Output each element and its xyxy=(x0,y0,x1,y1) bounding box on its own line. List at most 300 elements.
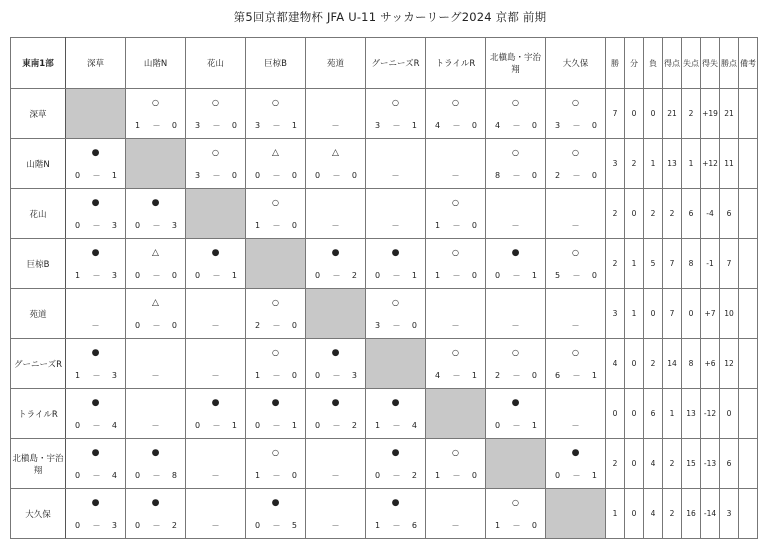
match-score xyxy=(246,521,305,531)
match-result-cell xyxy=(246,89,306,139)
score-separator: － xyxy=(92,221,101,230)
self-match-cell xyxy=(366,339,426,389)
stat-cell: 21 xyxy=(720,89,739,139)
stat-cell: 8 xyxy=(682,339,701,389)
match-result-cell xyxy=(366,439,426,489)
match-result-cell xyxy=(246,439,306,489)
match-score xyxy=(186,121,245,131)
score-separator: － xyxy=(92,521,101,530)
unplayed-dash: － xyxy=(331,471,340,480)
match-result-cell xyxy=(186,389,246,439)
score-against: 0 xyxy=(471,471,477,480)
score-for: 0 xyxy=(495,271,501,280)
stat-cell: 0 xyxy=(625,439,644,489)
loss-icon: ● xyxy=(91,398,100,408)
score-against: 0 xyxy=(171,321,177,330)
column-team-header: グーニーズR xyxy=(366,38,426,89)
unplayed-dash: － xyxy=(571,221,580,230)
loss-icon: ● xyxy=(91,148,100,158)
score-separator: － xyxy=(572,171,581,180)
row-team-label: 山階N xyxy=(11,139,66,189)
score-separator: － xyxy=(512,121,521,130)
score-for: 3 xyxy=(375,321,381,330)
match-score xyxy=(486,271,545,281)
match-score xyxy=(66,221,125,231)
win-icon: ○ xyxy=(212,148,219,157)
score-separator: － xyxy=(152,121,161,130)
score-separator: － xyxy=(152,471,161,480)
score-against: 3 xyxy=(111,371,117,380)
league-division-label: 東南1部 xyxy=(11,38,66,89)
match-result-cell xyxy=(366,389,426,439)
match-result-cell xyxy=(186,289,246,339)
score-separator: － xyxy=(92,371,101,380)
loss-icon: ● xyxy=(511,248,520,258)
match-score xyxy=(126,471,185,481)
match-score xyxy=(186,171,245,181)
match-score xyxy=(366,421,425,431)
stat-cell: 8 xyxy=(682,239,701,289)
loss-icon: ● xyxy=(511,398,520,408)
stat-cell: 7 xyxy=(663,289,682,339)
score-separator: － xyxy=(332,171,341,180)
stat-cell: 1 xyxy=(606,489,625,539)
stat-cell: 0 xyxy=(625,89,644,139)
unplayed-dash: － xyxy=(331,121,340,130)
stat-cell: -14 xyxy=(701,489,720,539)
match-result-cell xyxy=(246,339,306,389)
stat-header: 勝点 xyxy=(720,38,739,89)
match-result-cell xyxy=(66,139,126,189)
match-score xyxy=(546,471,605,481)
match-score xyxy=(126,321,185,331)
score-against: 0 xyxy=(471,271,477,280)
win-icon: ○ xyxy=(452,248,459,257)
stat-cell xyxy=(739,489,758,539)
match-result-cell xyxy=(186,89,246,139)
match-result-cell xyxy=(426,139,486,189)
score-for: 0 xyxy=(315,271,321,280)
match-result-cell xyxy=(126,439,186,489)
score-separator: － xyxy=(572,371,581,380)
match-result-cell xyxy=(546,389,606,439)
win-icon: ○ xyxy=(572,248,579,257)
win-icon: ○ xyxy=(512,98,519,107)
match-score xyxy=(426,271,485,281)
score-for: 0 xyxy=(555,471,561,480)
win-icon: ○ xyxy=(512,348,519,357)
score-separator: － xyxy=(272,371,281,380)
match-result-cell xyxy=(546,339,606,389)
unplayed-dash: － xyxy=(571,321,580,330)
stat-cell: 0 xyxy=(625,339,644,389)
match-result-cell xyxy=(426,289,486,339)
score-for: 4 xyxy=(495,121,501,130)
score-against: 0 xyxy=(171,121,177,130)
score-for: 0 xyxy=(315,171,321,180)
score-against: 0 xyxy=(411,321,417,330)
standings-table-wrap xyxy=(10,37,758,539)
score-separator: － xyxy=(332,271,341,280)
score-for: 1 xyxy=(255,221,261,230)
match-result-cell xyxy=(126,239,186,289)
score-for: 1 xyxy=(135,121,141,130)
score-for: 0 xyxy=(75,421,81,430)
win-icon: ○ xyxy=(392,98,399,107)
unplayed-dash: － xyxy=(391,221,400,230)
score-separator: － xyxy=(452,471,461,480)
score-for: 0 xyxy=(195,421,201,430)
score-against: 3 xyxy=(111,271,117,280)
unplayed-dash: － xyxy=(151,371,160,380)
score-separator: － xyxy=(152,221,161,230)
match-result-cell xyxy=(306,439,366,489)
loss-icon: ● xyxy=(91,448,100,458)
stat-cell xyxy=(739,239,758,289)
match-score xyxy=(126,221,185,231)
loss-icon: ● xyxy=(391,498,400,508)
row-team-label: 花山 xyxy=(11,189,66,239)
match-result-cell xyxy=(66,489,126,539)
loss-icon: ● xyxy=(91,498,100,508)
stat-cell: 13 xyxy=(682,389,701,439)
loss-icon: ● xyxy=(91,248,100,258)
score-against: 4 xyxy=(111,471,117,480)
score-for: 3 xyxy=(255,121,261,130)
match-result-cell xyxy=(426,439,486,489)
win-icon: ○ xyxy=(272,298,279,307)
match-result-cell xyxy=(126,389,186,439)
score-for: 0 xyxy=(255,521,261,530)
match-score xyxy=(66,171,125,181)
score-for: 0 xyxy=(75,471,81,480)
score-separator: － xyxy=(392,121,401,130)
score-for: 0 xyxy=(195,271,201,280)
unplayed-dash: － xyxy=(211,521,220,530)
score-separator: － xyxy=(332,371,341,380)
score-for: 0 xyxy=(495,421,501,430)
match-result-cell xyxy=(246,389,306,439)
match-result-cell xyxy=(306,139,366,189)
stat-header: 分 xyxy=(625,38,644,89)
self-match-cell xyxy=(306,289,366,339)
match-result-cell xyxy=(246,289,306,339)
unplayed-dash: － xyxy=(91,321,100,330)
unplayed-dash: － xyxy=(511,221,520,230)
stat-cell: 4 xyxy=(644,439,663,489)
match-score xyxy=(246,421,305,431)
match-score xyxy=(186,271,245,281)
score-against: 1 xyxy=(591,471,597,480)
stat-cell xyxy=(739,289,758,339)
stat-cell: 13 xyxy=(663,139,682,189)
stat-header: 負 xyxy=(644,38,663,89)
score-separator: － xyxy=(452,271,461,280)
match-result-cell xyxy=(306,239,366,289)
stat-cell: 0 xyxy=(606,389,625,439)
score-against: 0 xyxy=(291,171,297,180)
score-against: 0 xyxy=(291,221,297,230)
stat-cell xyxy=(739,89,758,139)
stat-cell: 10 xyxy=(720,289,739,339)
stat-cell: 2 xyxy=(663,189,682,239)
win-icon: ○ xyxy=(452,448,459,457)
stat-cell: -13 xyxy=(701,439,720,489)
match-result-cell xyxy=(546,139,606,189)
stat-cell: 0 xyxy=(644,289,663,339)
match-result-cell xyxy=(306,489,366,539)
row-team-label: 北槇島・宇治翔 xyxy=(11,439,66,489)
score-for: 5 xyxy=(555,271,561,280)
loss-icon: ● xyxy=(151,498,160,508)
stat-header: 備考 xyxy=(739,38,758,89)
loss-icon: ● xyxy=(571,448,580,458)
stat-cell: +6 xyxy=(701,339,720,389)
score-for: 0 xyxy=(375,471,381,480)
score-separator: － xyxy=(572,471,581,480)
match-result-cell xyxy=(186,139,246,189)
score-separator: － xyxy=(392,471,401,480)
match-result-cell xyxy=(366,189,426,239)
stat-cell: 0 xyxy=(625,189,644,239)
score-for: 1 xyxy=(435,271,441,280)
stat-header: 失点 xyxy=(682,38,701,89)
stat-cell: 2 xyxy=(625,139,644,189)
match-result-cell xyxy=(486,239,546,289)
match-result-cell xyxy=(126,339,186,389)
score-against: 0 xyxy=(591,171,597,180)
score-separator: － xyxy=(392,271,401,280)
score-separator: － xyxy=(152,521,161,530)
score-for: 4 xyxy=(435,371,441,380)
score-against: 8 xyxy=(171,471,177,480)
loss-icon: ● xyxy=(331,348,340,358)
stat-header: 得失 xyxy=(701,38,720,89)
match-result-cell xyxy=(186,489,246,539)
score-separator: － xyxy=(92,271,101,280)
stat-cell xyxy=(739,139,758,189)
score-separator: － xyxy=(512,421,521,430)
unplayed-dash: － xyxy=(211,321,220,330)
match-result-cell xyxy=(546,239,606,289)
stat-cell: 1 xyxy=(644,139,663,189)
match-score xyxy=(426,221,485,231)
stat-cell xyxy=(739,439,758,489)
stat-header: 得点 xyxy=(663,38,682,89)
match-score xyxy=(306,371,365,381)
score-separator: － xyxy=(272,421,281,430)
score-for: 3 xyxy=(195,121,201,130)
match-result-cell xyxy=(66,289,126,339)
score-against: 1 xyxy=(531,421,537,430)
match-score xyxy=(366,321,425,331)
unplayed-dash: － xyxy=(451,521,460,530)
match-result-cell xyxy=(486,139,546,189)
unplayed-dash: － xyxy=(331,521,340,530)
match-score xyxy=(66,271,125,281)
unplayed-dash: － xyxy=(511,321,520,330)
match-result-cell xyxy=(486,189,546,239)
standings-table xyxy=(10,37,758,539)
row-team-label: トライルR xyxy=(11,389,66,439)
stat-cell: 1 xyxy=(625,289,644,339)
table-row xyxy=(11,289,758,339)
stat-cell: 14 xyxy=(663,339,682,389)
match-result-cell xyxy=(486,389,546,439)
score-separator: － xyxy=(452,371,461,380)
stat-cell: -12 xyxy=(701,389,720,439)
self-match-cell xyxy=(246,239,306,289)
match-result-cell xyxy=(426,339,486,389)
match-score xyxy=(66,521,125,531)
score-against: 0 xyxy=(231,121,237,130)
win-icon: ○ xyxy=(212,98,219,107)
win-icon: ○ xyxy=(152,98,159,107)
score-separator: － xyxy=(152,271,161,280)
score-against: 0 xyxy=(291,321,297,330)
score-against: 0 xyxy=(471,221,477,230)
score-for: 2 xyxy=(495,371,501,380)
score-separator: － xyxy=(272,321,281,330)
win-icon: ○ xyxy=(512,148,519,157)
stat-cell: 7 xyxy=(663,239,682,289)
score-against: 0 xyxy=(471,121,477,130)
match-result-cell xyxy=(546,89,606,139)
score-for: 2 xyxy=(555,171,561,180)
stat-cell: 2 xyxy=(644,339,663,389)
score-for: 6 xyxy=(555,371,561,380)
score-for: 1 xyxy=(435,471,441,480)
unplayed-dash: － xyxy=(451,171,460,180)
stat-cell: 11 xyxy=(720,139,739,189)
score-against: 2 xyxy=(411,471,417,480)
stat-cell: 4 xyxy=(606,339,625,389)
match-result-cell xyxy=(246,489,306,539)
score-for: 8 xyxy=(495,171,501,180)
stat-cell: 2 xyxy=(663,489,682,539)
table-row xyxy=(11,339,758,389)
table-row xyxy=(11,139,758,189)
match-score xyxy=(426,121,485,131)
match-score xyxy=(246,171,305,181)
stat-cell: 2 xyxy=(606,439,625,489)
stat-cell: 5 xyxy=(644,239,663,289)
score-against: 0 xyxy=(531,521,537,530)
match-result-cell xyxy=(126,89,186,139)
score-separator: － xyxy=(512,521,521,530)
score-separator: － xyxy=(272,471,281,480)
score-against: 2 xyxy=(171,521,177,530)
loss-icon: ● xyxy=(91,348,100,358)
win-icon: ○ xyxy=(272,448,279,457)
score-against: 0 xyxy=(291,371,297,380)
score-for: 0 xyxy=(255,171,261,180)
unplayed-dash: － xyxy=(151,421,160,430)
match-result-cell xyxy=(306,189,366,239)
score-for: 1 xyxy=(75,371,81,380)
score-against: 3 xyxy=(351,371,357,380)
score-separator: － xyxy=(212,421,221,430)
table-row xyxy=(11,89,758,139)
loss-icon: ● xyxy=(271,398,280,408)
score-separator: － xyxy=(272,121,281,130)
self-match-cell xyxy=(426,389,486,439)
score-separator: － xyxy=(392,521,401,530)
match-result-cell xyxy=(426,239,486,289)
score-separator: － xyxy=(212,121,221,130)
match-result-cell xyxy=(546,289,606,339)
stat-cell: 12 xyxy=(720,339,739,389)
unplayed-dash: － xyxy=(391,171,400,180)
stat-cell: +12 xyxy=(701,139,720,189)
win-icon: ○ xyxy=(572,148,579,157)
score-for: 1 xyxy=(495,521,501,530)
score-against: 1 xyxy=(111,171,117,180)
table-row xyxy=(11,439,758,489)
page-title: 第5回京都建物杯 JFA U-11 サッカーリーグ2024 京都 前期 xyxy=(233,10,547,24)
score-against: 5 xyxy=(291,521,297,530)
loss-icon: ● xyxy=(151,448,160,458)
win-icon: ○ xyxy=(452,98,459,107)
match-score xyxy=(246,371,305,381)
match-result-cell xyxy=(306,389,366,439)
stat-cell: 3 xyxy=(720,489,739,539)
column-team-header: 深草 xyxy=(66,38,126,89)
score-separator: － xyxy=(332,421,341,430)
stat-cell: 0 xyxy=(644,89,663,139)
score-against: 0 xyxy=(591,121,597,130)
win-icon: ○ xyxy=(572,98,579,107)
match-score xyxy=(246,471,305,481)
stat-cell: 2 xyxy=(663,439,682,489)
match-score xyxy=(546,371,605,381)
win-icon: ○ xyxy=(452,348,459,357)
score-for: 0 xyxy=(255,421,261,430)
table-row xyxy=(11,389,758,439)
stat-cell xyxy=(739,189,758,239)
match-result-cell xyxy=(486,289,546,339)
loss-icon: ● xyxy=(91,198,100,208)
score-against: 2 xyxy=(351,271,357,280)
score-for: 0 xyxy=(135,271,141,280)
stat-cell: 2 xyxy=(644,189,663,239)
unplayed-dash: － xyxy=(571,421,580,430)
stat-cell: 3 xyxy=(606,139,625,189)
stat-cell: 1 xyxy=(682,139,701,189)
score-against: 2 xyxy=(351,421,357,430)
match-result-cell xyxy=(186,339,246,389)
score-separator: － xyxy=(512,371,521,380)
match-result-cell xyxy=(426,189,486,239)
score-against: 0 xyxy=(531,171,537,180)
score-for: 1 xyxy=(375,421,381,430)
win-icon: ○ xyxy=(272,98,279,107)
stat-cell: 21 xyxy=(663,89,682,139)
match-score xyxy=(186,421,245,431)
match-result-cell xyxy=(66,389,126,439)
match-score xyxy=(366,271,425,281)
loss-icon: ● xyxy=(391,448,400,458)
score-for: 0 xyxy=(135,221,141,230)
row-team-label: グーニーズR xyxy=(11,339,66,389)
column-team-header: 巨椋B xyxy=(246,38,306,89)
score-for: 3 xyxy=(555,121,561,130)
match-result-cell xyxy=(186,239,246,289)
score-against: 1 xyxy=(411,121,417,130)
loss-icon: ● xyxy=(391,398,400,408)
score-separator: － xyxy=(92,421,101,430)
stat-cell: 7 xyxy=(606,89,625,139)
